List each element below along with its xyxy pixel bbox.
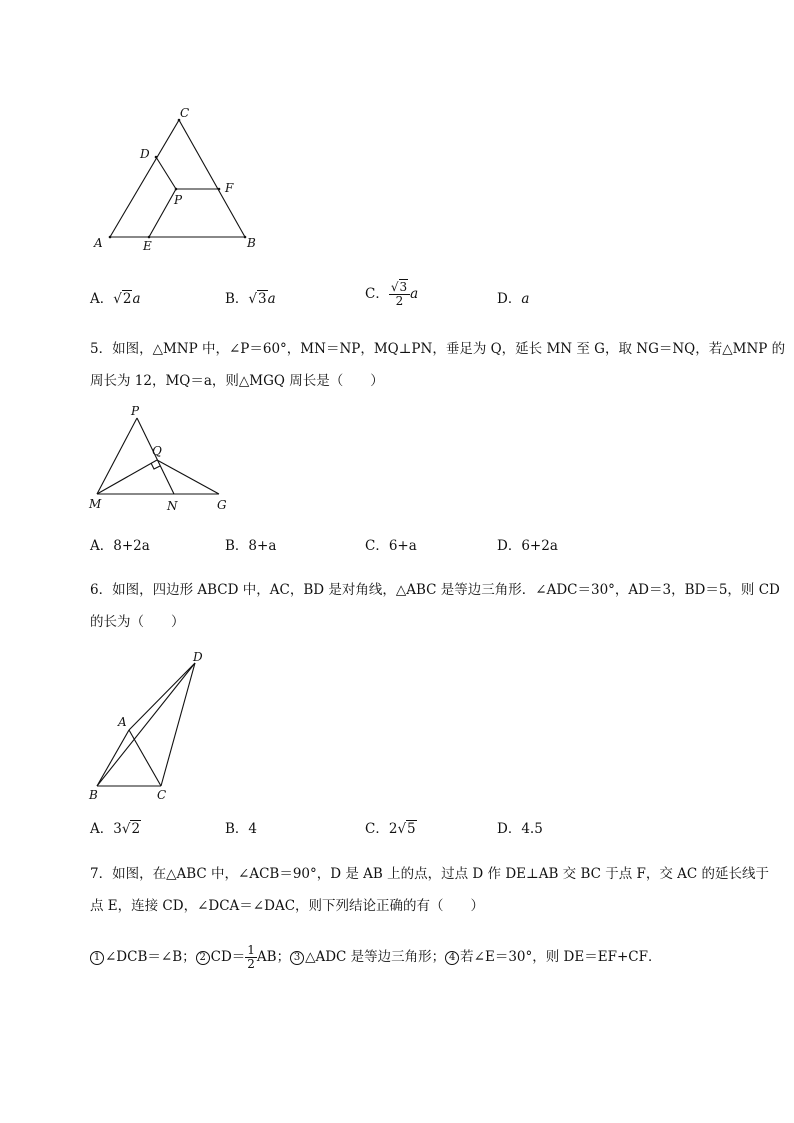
- q7-mark-4: 4: [445, 951, 459, 965]
- q4-label-c: C: [180, 106, 190, 120]
- q7-conclusion-2-post: AB；: [256, 949, 291, 965]
- q4-option-b[interactable]: B．√3a: [225, 291, 276, 307]
- q6-figure: [85, 645, 225, 805]
- q6-label-c: C: [157, 788, 167, 802]
- q7-conclusion-2-pre: CD＝: [210, 949, 246, 965]
- q4-option-a[interactable]: A．√2a: [90, 291, 141, 307]
- q6-option-c[interactable]: C．2√5: [365, 821, 416, 837]
- q4-label-a: A: [94, 236, 103, 250]
- q4-option-d[interactable]: D．a: [497, 291, 530, 307]
- q5-option-c[interactable]: C．6+a: [365, 538, 417, 554]
- q7-mark-1: 1: [90, 951, 104, 965]
- q5-option-d[interactable]: D．6+2a: [497, 538, 558, 554]
- q5-option-a[interactable]: A．8+2a: [90, 538, 150, 554]
- q5-stem-line1: 5．如图，△MNP 中，∠P＝60°，MN＝NP，MQ⊥PN，垂足为 Q，延长 MN 至 G，取 NG＝NQ，若△MNP 的: [90, 341, 786, 357]
- q6-option-b[interactable]: B．4: [225, 821, 258, 837]
- q6-option-a[interactable]: A．3√2: [90, 821, 141, 837]
- q7-fraction: $\frac{1}{2}$: [247, 943, 255, 971]
- q7-conclusions: [90, 944, 661, 971]
- q4-label-f: F: [225, 181, 234, 195]
- q5-label-q: Q: [152, 444, 162, 458]
- q7-conclusion-4: 若∠E＝30°，则 DE＝EF+CF．: [460, 949, 662, 965]
- q6-label-b: B: [89, 788, 98, 802]
- q5-stem-line2: 周长为 12，MQ＝a，则△MGQ 周长是（ ）: [90, 373, 384, 389]
- q7-mark-3: 3: [290, 951, 304, 965]
- q6-label-d: D: [193, 650, 203, 664]
- q4-label-d: D: [140, 147, 150, 161]
- q7-conclusion-3: △ADC 是等边三角形；: [305, 949, 446, 965]
- q4-label-p: P: [174, 193, 183, 207]
- q5-label-n: N: [167, 499, 178, 513]
- q4-label-b: B: [247, 236, 256, 250]
- q4-label-e: E: [143, 239, 152, 253]
- q6-stem-line2: 的长为（ ）: [90, 614, 185, 630]
- q6-stem-line1: 6．如图，四边形 ABCD 中，AC，BD 是对角线，△ABC 是等边三角形．∠ADC＝30°，AD＝3，BD＝5，则 CD: [90, 582, 780, 598]
- q4-option-c[interactable]: C． $\frac{√3}{2}$ a: [365, 280, 419, 308]
- q5-label-m: M: [89, 497, 102, 511]
- q7-stem-line1: 7．如图，在△ABC 中，∠ACB＝90°，D 是 AB 上的点，过点 D 作 DE⊥AB 交 BC 于点 F，交 AC 的延长线于: [90, 866, 770, 882]
- q4-figure: [85, 100, 275, 260]
- q6-option-d[interactable]: D．4.5: [497, 821, 543, 837]
- q5-option-b[interactable]: B．8+a: [225, 538, 277, 554]
- q7-conclusion-1: ∠DCB＝∠B；: [105, 949, 196, 965]
- q5-label-p: P: [131, 405, 140, 418]
- q6-label-a: A: [118, 715, 127, 729]
- q5-label-g: G: [217, 498, 227, 512]
- q5-figure: [85, 405, 245, 515]
- q7-mark-2: 2: [196, 951, 210, 965]
- q7-stem-line2: 点 E，连接 CD，∠DCA＝∠DAC，则下列结论正确的有（ ）: [90, 898, 485, 914]
